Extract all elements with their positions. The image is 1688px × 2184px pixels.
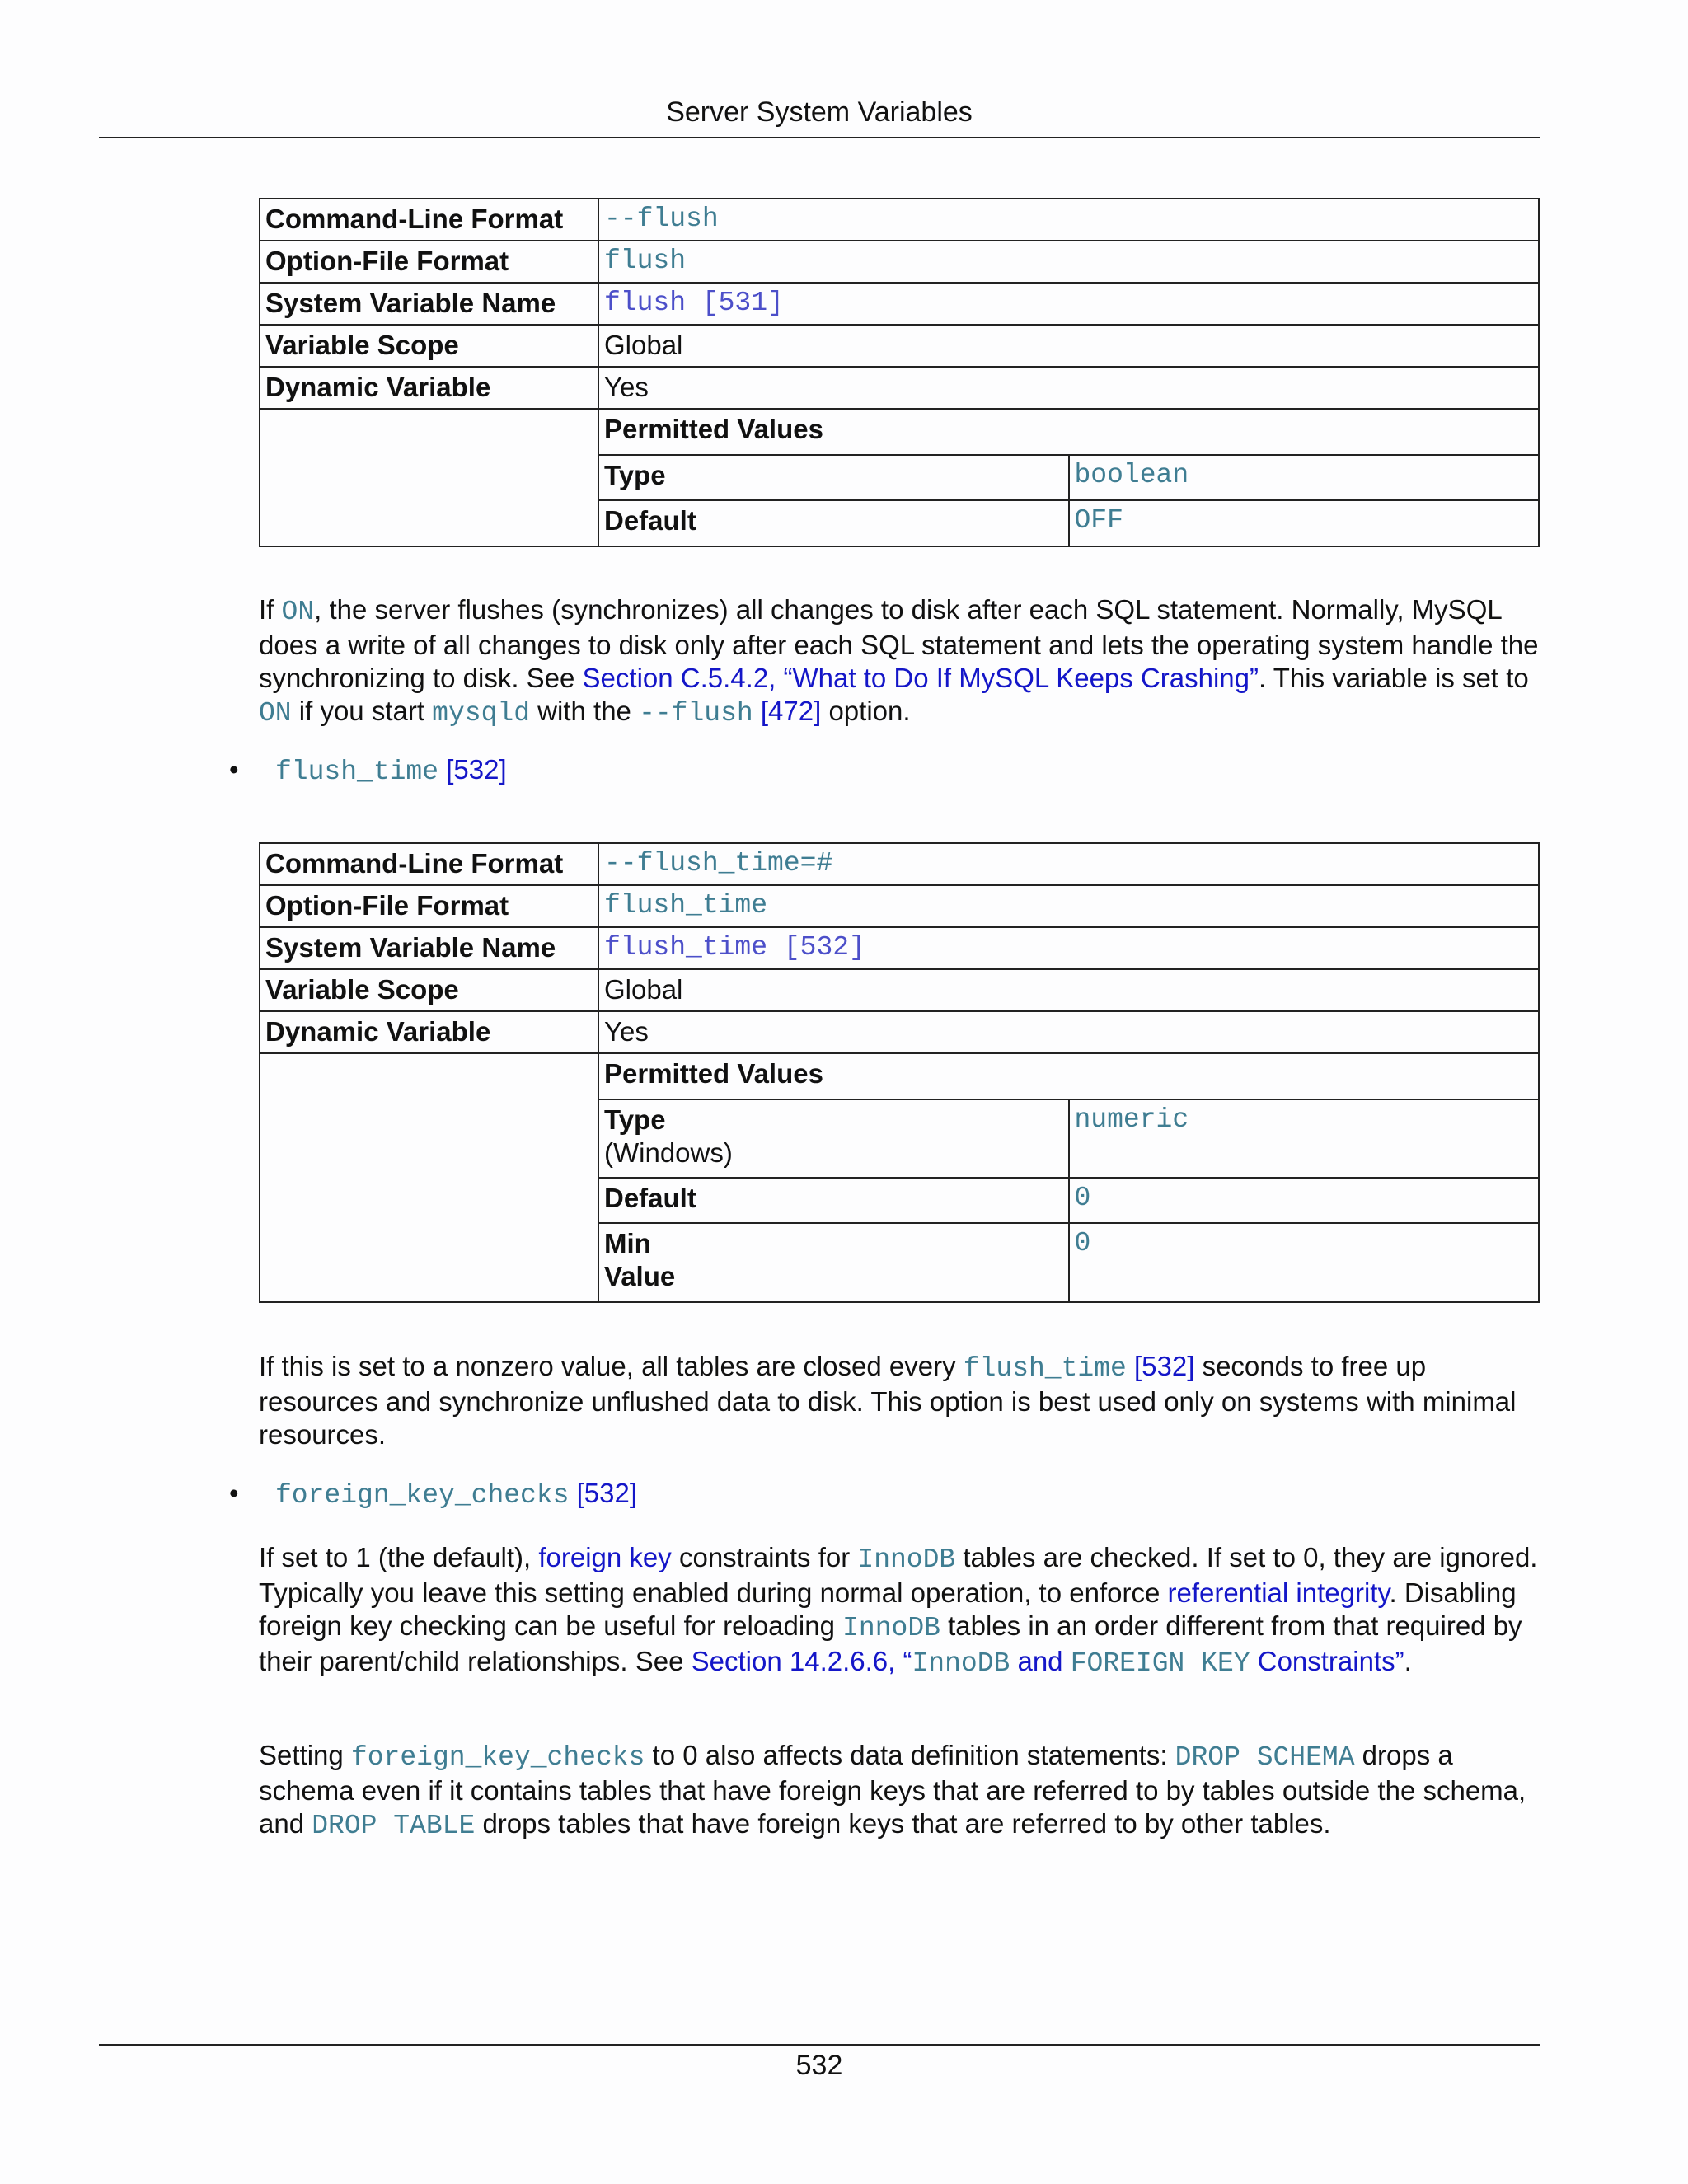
bullet-foreign-key-checks	[229, 1477, 637, 1512]
permitted-key: Default	[599, 1178, 1069, 1223]
row-label: Command-Line Format	[260, 199, 598, 241]
bullet-dot: •	[229, 1478, 239, 1508]
table-row	[260, 241, 1539, 283]
variable-code: flush_time	[275, 757, 439, 787]
permitted-value: boolean	[1069, 455, 1539, 500]
footer-rule	[99, 2044, 1540, 2046]
ref-link[interactable]: [472]	[760, 696, 822, 726]
glossary-link[interactable]: referential integrity	[1167, 1577, 1390, 1608]
row-label: Option-File Format	[260, 241, 598, 283]
page-number: 532	[795, 2050, 843, 2081]
section-link[interactable]: Section C.5.4.2, “What to Do If MySQL Keeps Crashing”	[582, 663, 1259, 693]
permitted-key: Min Value	[599, 1223, 1069, 1301]
paragraph-foreign-key-ddl: Setting foreign_key_checks to 0 also affects data definition statements: DROP SCHEMA drops a schema even if it contains tables that have foreign keys that are referred to by tables outside the schema, and DROP TABLE drops tables that have foreign keys that are referred to by other tables.	[259, 1740, 1526, 1841]
ref-link[interactable]: [532]	[446, 754, 507, 785]
table-row	[260, 885, 1539, 927]
permitted-value: numeric	[1069, 1099, 1539, 1178]
row-label: Variable Scope	[260, 325, 598, 367]
table-row	[260, 367, 1539, 409]
code: mysqld	[432, 698, 530, 729]
bullet-flush-time	[229, 753, 507, 789]
paragraph-foreign-key-checks: If set to 1 (the default), foreign key constraints for InnoDB tables are checked. If set to 0, they are ignored. Typically you leave this setting enabled during normal operation, to enforce referential integrity. Disabling foreign key checking can be useful for reloading InnoDB tables in an order different from that required by their parent/child relationships. See Section 14.2.6.6, “InnoDB and FOREIGN KEY Constraints”.	[259, 1542, 1538, 1679]
permitted-values-cell	[598, 1053, 1539, 1302]
code: foreign_key_checks	[350, 1742, 645, 1773]
code: InnoDB	[842, 1613, 940, 1643]
code: ON	[281, 597, 315, 627]
section-link[interactable]: Section 14.2.6.6, “InnoDB and FOREIGN KEY Constraints”	[691, 1646, 1404, 1679]
row-label: System Variable Name	[260, 927, 598, 969]
ref-link[interactable]: [532]	[1134, 1351, 1195, 1381]
permitted-values-title: Permitted Values	[599, 410, 1538, 455]
row-value-link[interactable]: flush [531]	[598, 283, 1539, 325]
code: DROP TABLE	[312, 1811, 476, 1841]
code: DROP SCHEMA	[1175, 1742, 1355, 1773]
permitted-key: Type (Windows)	[599, 1099, 1069, 1178]
row-value: Yes	[598, 1011, 1539, 1053]
table-row	[260, 199, 1539, 241]
row-value: Global	[598, 969, 1539, 1011]
row-value-link[interactable]: flush_time [532]	[598, 927, 1539, 969]
flush-options-table	[259, 198, 1540, 547]
row-label: Command-Line Format	[260, 843, 598, 885]
permitted-values-table	[599, 1054, 1538, 1301]
table-row	[260, 843, 1539, 885]
permitted-key: Type	[599, 455, 1069, 500]
permitted-value: OFF	[1069, 500, 1539, 546]
row-label: Variable Scope	[260, 969, 598, 1011]
code: --flush	[639, 698, 753, 729]
table-row	[260, 325, 1539, 367]
permitted-values-cell	[598, 409, 1539, 546]
permitted-key: Default	[599, 500, 1069, 546]
code: flush_time	[963, 1353, 1127, 1384]
row-value: --flush	[598, 199, 1539, 241]
bullet-dot: •	[229, 754, 239, 785]
row-label: Dynamic Variable	[260, 367, 598, 409]
header-rule	[99, 137, 1540, 138]
table-row	[260, 283, 1539, 325]
paragraph-flush-description: If ON, the server flushes (synchronizes) all changes to disk after each SQL statement. Normally, MySQL does a write of all changes to disk only after each SQL statement and lets the operating system handle the synchronizing to disk. See Section C.5.4.2, “What to Do If MySQL Keeps Crashing”. This variable is set to ON if you start mysqld with the --flush [472] option.	[259, 594, 1539, 729]
table-row	[260, 1011, 1539, 1053]
row-label: Option-File Format	[260, 885, 598, 927]
permitted-values-row	[260, 409, 1539, 546]
empty-cell	[260, 1053, 598, 1302]
flush-time-options-table	[259, 842, 1540, 1303]
code: ON	[259, 698, 292, 729]
empty-cell	[260, 409, 598, 546]
row-value: Yes	[598, 367, 1539, 409]
permitted-values-title: Permitted Values	[599, 1054, 1538, 1099]
permitted-values-table	[599, 410, 1538, 546]
permitted-value: 0	[1069, 1178, 1539, 1223]
ref-link[interactable]: [532]	[576, 1478, 638, 1508]
table-row	[260, 969, 1539, 1011]
row-label: Dynamic Variable	[260, 1011, 598, 1053]
code: InnoDB	[857, 1544, 956, 1575]
page-header: Server System Variables	[666, 96, 973, 128]
table-row	[260, 927, 1539, 969]
glossary-link[interactable]: foreign key	[538, 1542, 672, 1572]
permitted-values-row	[260, 1053, 1539, 1302]
row-value: Global	[598, 325, 1539, 367]
row-value: --flush_time=#	[598, 843, 1539, 885]
row-value: flush_time	[598, 885, 1539, 927]
permitted-value: 0	[1069, 1223, 1539, 1301]
variable-code: foreign_key_checks	[275, 1480, 570, 1511]
row-value: flush	[598, 241, 1539, 283]
paragraph-flush-time-description: If this is set to a nonzero value, all tables are closed every flush_time [532] seconds to free up resources and synchronize unflushed data to disk. This option is best used only on systems with minimal resources.	[259, 1351, 1517, 1450]
row-label: System Variable Name	[260, 283, 598, 325]
